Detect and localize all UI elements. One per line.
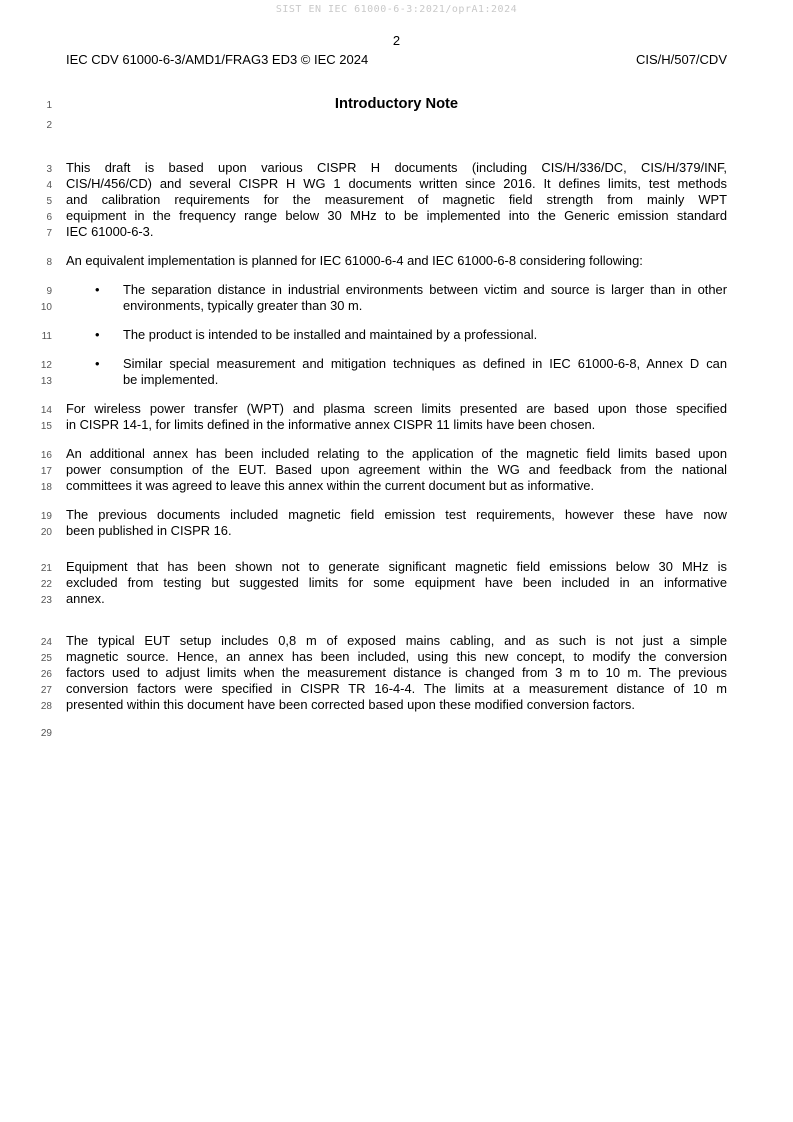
paragraph	[28, 161, 727, 241]
text-line	[28, 328, 727, 344]
text-line	[28, 508, 727, 524]
line-text: An equivalent implementation is planned for IEC 61000-6-4 and IEC 61000-6-8 considering following:	[66, 253, 643, 268]
line-number: 6	[46, 212, 52, 223]
line-number: 7	[46, 228, 52, 239]
paragraph	[28, 254, 727, 270]
title-line	[28, 96, 727, 114]
text-line	[28, 225, 727, 241]
line-number: 1	[46, 100, 52, 111]
bullet-item	[28, 328, 727, 344]
line-number: 22	[40, 579, 52, 590]
bullet-text: The product is intended to be installed and maintained by a professional.	[123, 327, 538, 342]
text-line	[28, 698, 727, 714]
paragraph	[28, 508, 727, 540]
line-text: and calibration requirements for the measurement of magnetic field strength from mainly WPT	[66, 192, 727, 207]
text-line	[28, 560, 727, 576]
line-text: be implemented.	[123, 372, 219, 387]
line-number: 5	[46, 196, 52, 207]
line-text: factors used to adjust limits when the measurement distance is changed from 3 m to 10 m. The previous	[66, 665, 727, 680]
bullet-text: Similar special measurement and mitigation techniques as defined in IEC 61000-6-8, Annex D can	[123, 356, 727, 371]
bullet-icon: •	[95, 327, 100, 342]
bullet-icon: •	[95, 356, 100, 371]
text-line	[28, 402, 727, 418]
line-number: 10	[40, 302, 52, 313]
watermark-text: SIST EN IEC 61000-6-3:2021/oprA1:2024	[275, 4, 518, 15]
paragraph	[28, 560, 727, 608]
text-line	[28, 634, 727, 650]
line-text: An additional annex has been included relating to the application of the magnetic field limits based upon	[66, 446, 727, 461]
line-text: excluded from testing but suggested limits for some equipment have been included in an informative	[66, 575, 727, 590]
line-text: conversion factors were specified in CISPR TR 16-4-4. The limits at a measurement distance of 10 m	[66, 681, 727, 696]
page-number: 2	[392, 33, 401, 48]
text-line	[28, 418, 727, 434]
line-text: annex.	[66, 591, 105, 606]
text-line	[28, 357, 727, 373]
bullet-item	[28, 357, 727, 389]
line-number: 26	[40, 669, 52, 680]
text-line	[28, 682, 727, 698]
line-number: 17	[40, 466, 52, 477]
line-text: environments, typically greater than 30 m.	[123, 298, 363, 313]
line-text: Equipment that has been shown not to generate significant magnetic field emissions below 30 MHz is	[66, 559, 727, 574]
text-line	[28, 666, 727, 682]
line-text: IEC 61000-6-3.	[66, 224, 154, 239]
text-line	[28, 177, 727, 193]
line-text: The typical EUT setup includes 0,8 m of exposed mains cabling, and as such is not just a simple	[66, 633, 727, 648]
text-line	[28, 650, 727, 666]
line-number: 3	[46, 164, 52, 175]
line-number: 19	[40, 511, 52, 522]
line-number: 8	[46, 257, 52, 268]
text-line	[28, 463, 727, 479]
line-text: magnetic source. Hence, an annex has been included, using this new concept, to modify the conversion	[66, 649, 727, 664]
header-document-reference: IEC CDV 61000-6-3/AMD1/FRAG3 ED3 © IEC 2024	[66, 52, 369, 67]
line-number: 13	[40, 376, 52, 387]
bullet-line	[66, 357, 727, 371]
text-line	[28, 373, 727, 389]
line-text: in CISPR 14-1, for limits defined in the informative annex CISPR 11 limits have been chosen.	[66, 417, 596, 432]
line-number: 11	[41, 331, 52, 342]
header-committee-reference: CIS/H/507/CDV	[635, 52, 727, 67]
bullet-text: The separation distance in industrial environments between victim and source is larger than in other	[123, 282, 727, 297]
line-number: 28	[40, 701, 52, 712]
line-text: The previous documents included magnetic field emission test requirements, however these have now	[66, 507, 727, 522]
line-text: been published in CISPR 16.	[66, 523, 232, 538]
line-number: 14	[40, 405, 52, 416]
text-line	[28, 479, 727, 495]
bullet-icon: •	[95, 282, 100, 297]
bullet-line	[66, 283, 727, 297]
text-line	[28, 254, 727, 270]
text-line	[28, 299, 727, 315]
line-number: 15	[40, 421, 52, 432]
document-body	[28, 96, 727, 741]
paragraph	[28, 402, 727, 434]
line-text: For wireless power transfer (WPT) and plasma screen limits presented are based upon those specified	[66, 401, 727, 416]
text-line	[28, 447, 727, 463]
text-line	[28, 193, 727, 209]
line-number: 16	[40, 450, 52, 461]
text-line	[28, 283, 727, 299]
line-number: 20	[40, 527, 52, 538]
line-text: power consumption of the EUT. Based upon agreement within the WG and feedback from the national	[66, 462, 727, 477]
line-number: 23	[40, 595, 52, 606]
document-header	[66, 52, 727, 67]
line-text: equipment in the frequency range below 30 MHz to be implemented into the Generic emission standard	[66, 208, 727, 223]
line-number: 4	[46, 180, 52, 191]
text-line	[28, 727, 727, 741]
line-text: CIS/H/456/CD) and several CISPR H WG 1 documents written since 2016. It defines limits, test methods	[66, 176, 727, 191]
page-title: Introductory Note	[334, 96, 459, 112]
line-number: 24	[40, 637, 52, 648]
line-text: This draft is based upon various CISPR H documents (including CIS/H/336/DC, CIS/H/379/INF,	[66, 160, 727, 175]
bullet-line	[66, 328, 727, 342]
text-line	[28, 161, 727, 177]
line-number: 29	[40, 728, 52, 739]
line-number: 27	[40, 685, 52, 696]
text-line	[28, 524, 727, 540]
line-number: 12	[40, 360, 52, 371]
line-number: 21	[40, 563, 52, 574]
text-line	[28, 576, 727, 592]
bullet-item	[28, 283, 727, 315]
line-number: 9	[46, 286, 52, 297]
paragraph	[28, 447, 727, 495]
text-line	[28, 592, 727, 608]
line-text: presented within this document have been corrected based upon these modified conversion factors.	[66, 697, 635, 712]
line-number: 2	[46, 120, 52, 131]
line-text: committees it was agreed to leave this annex within the current document but as informative.	[66, 478, 595, 493]
line-number: 18	[40, 482, 52, 493]
text-line	[28, 209, 727, 225]
paragraph	[28, 634, 727, 714]
blank-paragraph	[28, 727, 727, 741]
blank-line	[28, 119, 727, 133]
line-number: 25	[40, 653, 52, 664]
